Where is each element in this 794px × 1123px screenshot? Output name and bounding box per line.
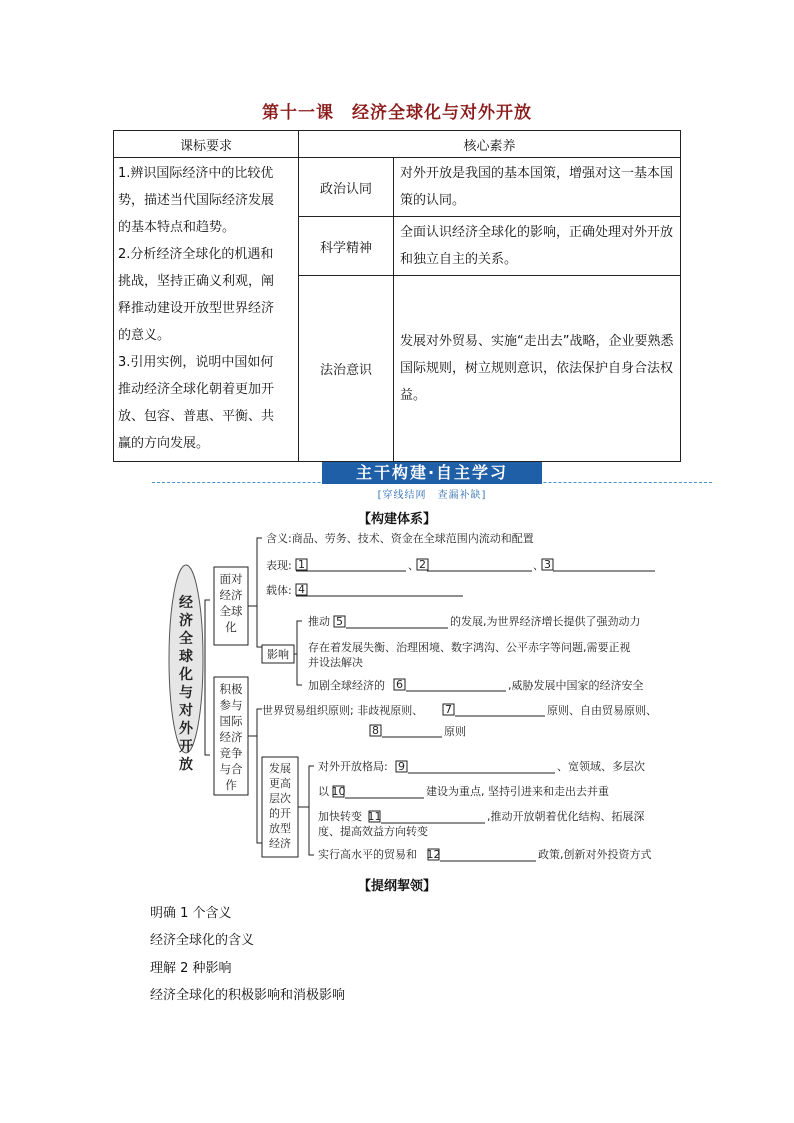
section-heading-outline: 【提纲挈领】: [357, 879, 436, 894]
table-header-requirements: 课标要求: [114, 131, 299, 158]
desc-science: 全面认识经济全球化的影响，正确处理对外开放和独立自主的关系。: [394, 217, 681, 276]
blank-number: 1: [298, 558, 305, 571]
wto-text-a: 世界贸易组织原则; 非歧视原则、: [262, 704, 424, 717]
develop-char: 层次: [269, 792, 291, 805]
blank-number: 8: [372, 724, 379, 737]
blank-number: 3: [544, 558, 551, 571]
root-char: 对: [179, 703, 193, 719]
category-law: 法治意识: [299, 276, 394, 462]
develop-char: 放型: [269, 822, 291, 835]
root-char: 济: [179, 613, 193, 629]
section-banner: 主干构建·自主学习: [322, 462, 542, 484]
outline-item: 经济全球化的含义: [150, 933, 255, 948]
influence-node: 影响: [267, 648, 289, 661]
req-line: 2.分析经济全球化的机遇和: [118, 247, 274, 262]
req-line: 3.引用实例，说明中国如何: [118, 355, 274, 370]
root-char: 经: [179, 595, 193, 611]
branch-char: 面对: [219, 572, 243, 586]
root-char: 外: [179, 721, 193, 737]
root-char: 球: [179, 649, 193, 665]
req-line: 的基本特点和趋势。: [118, 220, 236, 235]
desc-law: 发展对外贸易、实施“走出去”战略，企业要熟悉国际规则，树立规则意识，依法保护自身合法权益。: [394, 276, 681, 462]
root-char: 开: [179, 739, 193, 755]
branch-char: 化: [225, 620, 237, 634]
category-political: 政治认同: [299, 158, 394, 217]
branch-char: 与合: [219, 762, 243, 776]
req-line: 放、包容、普惠、平衡、共: [118, 409, 275, 424]
req-line: 的意义。: [118, 328, 171, 343]
curriculum-table: [113, 130, 681, 462]
carrier-label: 载体:: [266, 584, 292, 597]
develop-1b: 、宽领域、多层次: [557, 760, 645, 773]
blank-number: 11: [367, 810, 382, 823]
outline-item: 理解 2 种影响: [150, 961, 232, 976]
root-char: 化: [179, 667, 193, 683]
branch-char: 积极: [219, 682, 243, 696]
branch-char: 作: [225, 778, 237, 792]
blank-number: 7: [445, 703, 452, 716]
req-line: 赢的方向发展。: [118, 436, 210, 451]
req-line: 释推动建设开放型世界经济: [118, 301, 275, 316]
develop-1a: 对外开放格局:: [318, 760, 388, 773]
branch-char: 经济: [219, 730, 243, 744]
blank-number: 10: [331, 785, 346, 798]
blank-number: 9: [398, 760, 405, 773]
req-line: 1.辨识国际经济中的比较优: [118, 166, 274, 181]
blank-number: 4: [298, 583, 305, 596]
develop-3c: 度、提高效益方向转变: [318, 825, 428, 838]
develop-3b: ,推动开放朝着优化结构、拓展深: [487, 810, 645, 823]
branch-char: 竞争: [219, 746, 243, 760]
influence-2b: 并设法解决: [308, 656, 363, 669]
branch-char: 经济: [219, 588, 243, 602]
blank-number: 2: [419, 558, 426, 571]
develop-char: 经济: [269, 837, 291, 850]
develop-4a: 实行高水平的贸易和: [318, 848, 417, 861]
develop-char: 发展: [269, 762, 291, 775]
root-char: 全: [179, 631, 193, 647]
meaning-text: 含义:商品、劳务、技术、资金在全球范围内流动和配置: [266, 532, 534, 545]
separator: 、: [533, 559, 544, 572]
separator: 、: [408, 559, 419, 572]
influence-2a: 存在着发展失衡、治理困境、数字鸿沟、公平赤字等问题,需要正视: [308, 641, 631, 654]
root-char: 与: [179, 685, 193, 701]
influence-1a: 推动: [308, 615, 330, 628]
banner-subtitle: [穿线结网 查漏补缺]: [377, 490, 487, 501]
outline-item: 经济全球化的积极影响和消极影响: [150, 988, 346, 1003]
develop-char: 的开: [269, 807, 291, 820]
blank-number: 12: [426, 848, 441, 861]
blank-number: 6: [396, 678, 403, 691]
req-line: 推动经济全球化朝着更加开: [118, 382, 275, 397]
develop-3a: 加快转变: [318, 810, 362, 823]
section-heading-structure: 【构建体系】: [357, 512, 436, 527]
develop-char: 更高: [269, 777, 291, 790]
req-line: 挑战，坚持正确义利观，阐: [118, 274, 275, 289]
branch-facing-globalization: [220, 572, 243, 634]
outline-item: 明确 1 个含义: [150, 906, 232, 921]
develop-node: [269, 761, 291, 850]
influence-3b: ,威胁发展中国家的经济安全: [508, 679, 644, 692]
branch-char: 全球: [219, 604, 243, 618]
influence-1b: 的发展,为世界经济增长提供了强劲动力: [450, 615, 641, 628]
branch-participate: [220, 682, 243, 792]
root-char: 放: [179, 757, 193, 773]
mind-map: [0, 525, 794, 870]
req-line: 势，描述当代国际经济发展: [118, 193, 275, 208]
develop-2b: 建设为重点, 坚持引进来和走出去并重: [426, 785, 609, 798]
develop-4b: 政策,创新对外投资方式: [538, 848, 652, 861]
blank-number: 5: [336, 615, 343, 628]
table-header-literacy: 核心素养: [299, 131, 681, 158]
page-title: 第十一课 经济全球化与对外开放: [262, 103, 532, 123]
develop-2a: 以: [318, 785, 329, 798]
influence-3a: 加剧全球经济的: [308, 679, 385, 692]
branch-char: 参与: [219, 698, 243, 712]
wto-text-b: 原则、自由贸易原则、: [547, 704, 657, 717]
category-science: 科学精神: [299, 217, 394, 276]
requirements-cell: [114, 158, 299, 462]
branch-char: 国际: [219, 714, 243, 728]
wto-text-c: 原则: [444, 725, 466, 738]
desc-political: 对外开放是我国的基本国策，增强对这一基本国策的认同。: [394, 158, 681, 217]
show-label: 表现:: [266, 559, 292, 572]
